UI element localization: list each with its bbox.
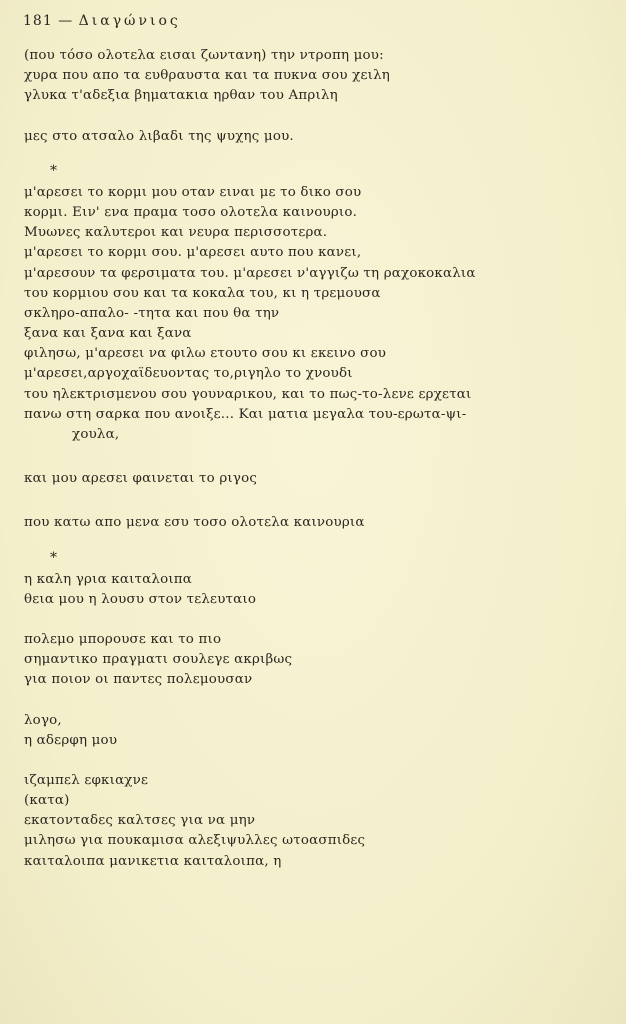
stanza <box>24 469 614 489</box>
poem-line: καιταλοιπα μανικετια καιταλοιπα, η <box>24 853 282 869</box>
stanza <box>24 630 614 691</box>
running-title: Διαγώνιος <box>78 13 181 29</box>
poem-line: ξανα και ξανα και ξανα <box>24 326 192 342</box>
stanza <box>24 771 614 872</box>
stanza <box>24 711 614 751</box>
header-dash: — <box>58 13 74 29</box>
stanza <box>24 513 614 533</box>
poem-line: κορμι. Ειν' ενα πραμα τοσο ολοτελα καινουριο. <box>24 204 358 220</box>
poem-line: μιλησω για πουκαμισα αλεξιψυλλες ωτοασπιδες <box>24 833 366 849</box>
poem-line: χυρα που απο τα ευθραυστα και τα πυκνα σου χειλη <box>24 68 390 84</box>
stanza-gap <box>24 534 614 548</box>
poem-line: (κατα) <box>24 793 70 809</box>
poem-line: του ηλεκτρισμενου σου γουναρικου, και το πως-το-λενε ερχεται <box>24 386 472 402</box>
stanza-gap <box>24 751 614 771</box>
stanza <box>24 570 614 610</box>
poem-line: μ'αρεσει το κορμι μου οταν ειναι με το δικο σου <box>24 184 362 200</box>
poem-line: εκατονταδες καλτσες για να μην <box>24 813 256 829</box>
poem-line: ιζαμπελ εφκιαχνε <box>24 772 149 788</box>
poem-line: πανω στη σαρκα που ανοιξε... Και ματια μεγαλα του-ερωτα-ψι- <box>24 406 467 422</box>
stanza-gap <box>24 610 614 630</box>
poem-line: πολεμο μπορουσε και το πιο <box>24 631 222 647</box>
poem-line: λογο, <box>24 712 62 728</box>
section-separator: * <box>50 549 57 566</box>
poem-line: και μου αρεσει φαινεται το ριγος <box>24 471 258 487</box>
page-number: 181 <box>23 13 53 29</box>
poem-line: μες στο ατσαλο λιβαδι της ψυχης μου. <box>24 128 294 144</box>
poem-line: φιλησω, μ'αρεσει να φιλω ετουτο σου κι εκεινο σου <box>24 346 387 362</box>
poem-line-continuation: χουλα, <box>72 427 120 442</box>
stanza-gap <box>24 489 614 513</box>
poem-line: (που τόσο ολοτελα εισαι ζωντανη) την ντροπη μου: <box>24 48 384 63</box>
poem-line: που κατω απο μενα εσυ τοσο ολοτελα καινουρια <box>24 515 365 531</box>
poem-line: σημαντικο πραγματι σουλεγε ακριβως <box>24 652 293 668</box>
section-separator: * <box>50 162 57 179</box>
page-header <box>23 13 181 29</box>
poem-line: μ'αρεσει το κορμι σου. μ'αρεσει αυτο που κανει, <box>24 245 362 261</box>
stanza-gap <box>24 691 614 711</box>
poem-line: γλυκα τ'αδεξια βηματακια ηρθαν του Απριλη <box>24 88 338 104</box>
poem-line: σκληρο-απαλο- -τητα και που θα την <box>24 305 280 321</box>
stanza-gap <box>24 445 614 469</box>
stanza-gap <box>24 107 614 127</box>
poem-body <box>24 46 614 872</box>
poem-line: για ποιον οι παντες πολεμουσαν <box>24 672 253 688</box>
poem-line: του κορμιου σου και τα κοκαλα του, κι η τρεμουσα <box>24 285 381 301</box>
stanza <box>24 127 614 147</box>
poem-line: η καλη γρια καιταλοιπα <box>24 571 193 587</box>
poem-line: η αδερφη μου <box>24 732 118 748</box>
stanza-gap <box>24 147 614 161</box>
poem-line: μ'αρεσει,αργοχαϊδευοντας το,ριγηλο το χνουδι <box>24 366 353 382</box>
poem-line: μ'αρεσουν τα φερσιματα του. μ'αρεσει ν'αγγιζω τη ραχοκοκαλια <box>24 265 476 281</box>
stanza <box>24 46 614 107</box>
poem-line: Μυωνες καλυτεροι και νευρα περισσοτερα. <box>24 225 328 241</box>
stanza <box>24 183 614 445</box>
poem-line: θεια μου η λουσυ στον τελευταιο <box>24 591 257 607</box>
